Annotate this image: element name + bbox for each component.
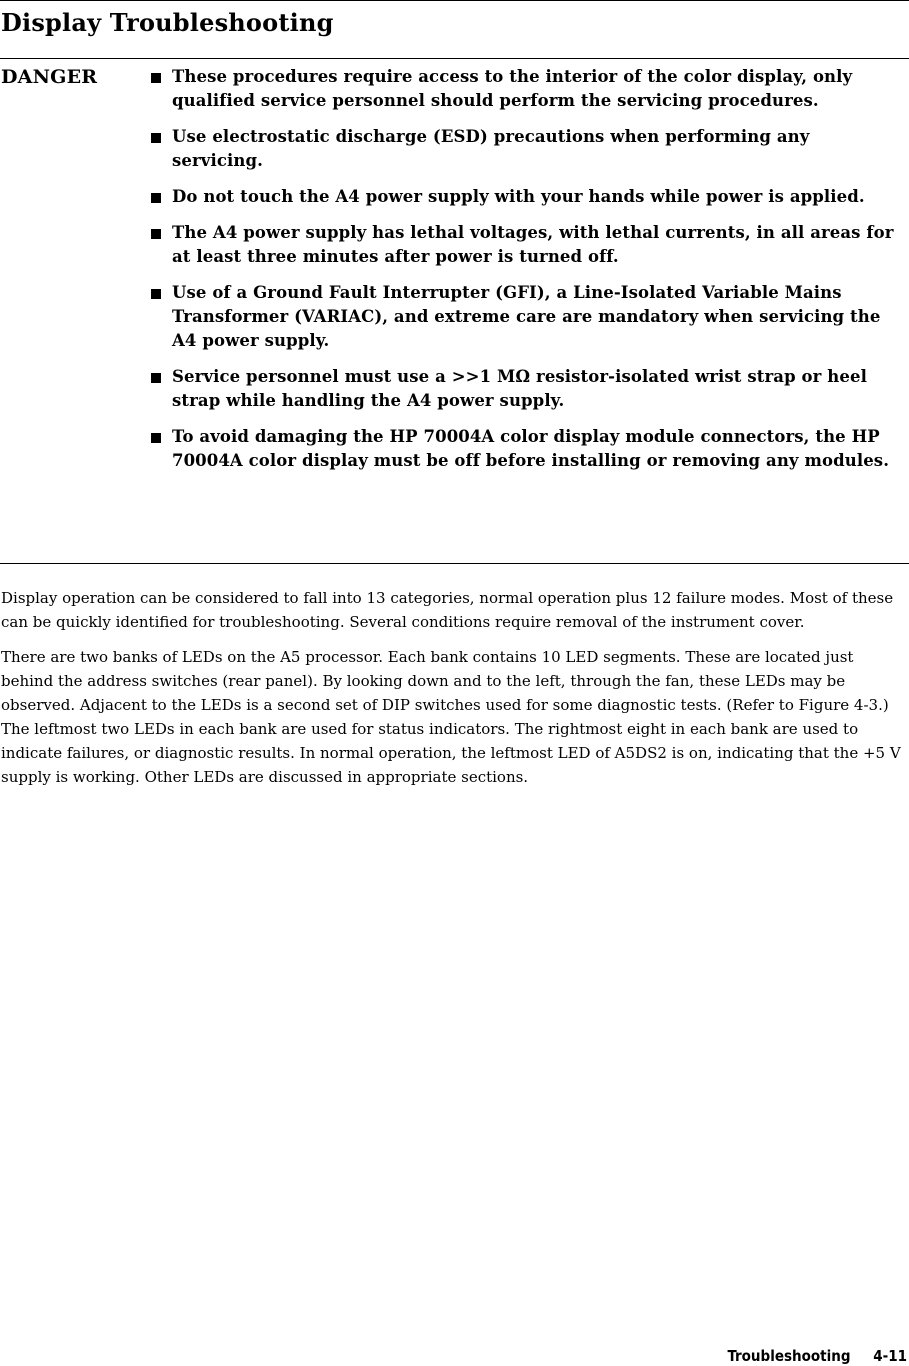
danger-item-text: Use electrostatic discharge (ESD) precautions when performing any servicing. <box>172 127 810 170</box>
square-bullet-icon <box>151 373 161 383</box>
paragraph: Display operation can be considered to fall into 13 categories, normal operation plus 12 failure modes. Most of these can be quickly identified for troubleshooting. Several conditions require removal of the instrument cover. <box>1 589 894 631</box>
danger-item-text: Do not touch the A4 power supply with your hands while power is applied. <box>172 187 865 206</box>
page-title: Display Troubleshooting <box>1 8 334 37</box>
danger-item <box>151 65 906 113</box>
danger-item-text: The A4 power supply has lethal voltages, with lethal currents, in all areas for at least three minutes after power is turned off. <box>172 223 894 266</box>
square-bullet-icon <box>151 229 161 239</box>
danger-item-text: Service personnel must use a >>1 MΩ resistor-isolated wrist strap or heel strap while handling the A4 power supply. <box>172 367 867 410</box>
danger-item <box>151 221 906 269</box>
footer-section-name: Troubleshooting <box>727 1347 851 1365</box>
danger-item <box>151 281 906 353</box>
square-bullet-icon <box>151 133 161 143</box>
danger-list <box>151 65 906 485</box>
danger-divider <box>0 563 909 564</box>
square-bullet-icon <box>151 433 161 443</box>
danger-item-text: To avoid damaging the HP 70004A color display module connectors, the HP 70004A color display must be off before installing or removing any modules. <box>172 427 890 470</box>
square-bullet-icon <box>151 73 161 83</box>
danger-item-text: These procedures require access to the interior of the color display, only qualified service personnel should perform the servicing procedures. <box>172 67 853 110</box>
square-bullet-icon <box>151 289 161 299</box>
danger-item <box>151 425 906 473</box>
body-text <box>1 586 906 800</box>
danger-item <box>151 185 906 209</box>
danger-item-text: Use of a Ground Fault Interrupter (GFI), a Line-Isolated Variable Mains Transformer (VARIAC), and extreme care are mandatory when servicing the A4 power supply. <box>172 283 881 350</box>
page-number: 4-11 <box>873 1347 907 1365</box>
square-bullet-icon <box>151 193 161 203</box>
top-rule <box>0 0 909 1</box>
paragraph: There are two banks of LEDs on the A5 processor. Each bank contains 10 LED segments. These are located just behind the address switches (rear panel). By looking down and to the left, through the fan, these LEDs may be observed. Adjacent to the LEDs is a second set of DIP switches used for some diagnostic tests. (Refer to Figure 4-3.) The leftmost two LEDs in each bank are used for status indicators. The rightmost eight in each bank are used to indicate failures, or diagnostic results. In normal operation, the leftmost LED of A5DS2 is on, indicating that the +5 V supply is working. Other LEDs are discussed in appropriate sections. <box>1 648 901 786</box>
title-divider <box>0 58 909 59</box>
danger-item <box>151 365 906 413</box>
danger-item <box>151 125 906 173</box>
page-footer <box>727 1346 907 1366</box>
danger-label: DANGER <box>1 66 98 88</box>
